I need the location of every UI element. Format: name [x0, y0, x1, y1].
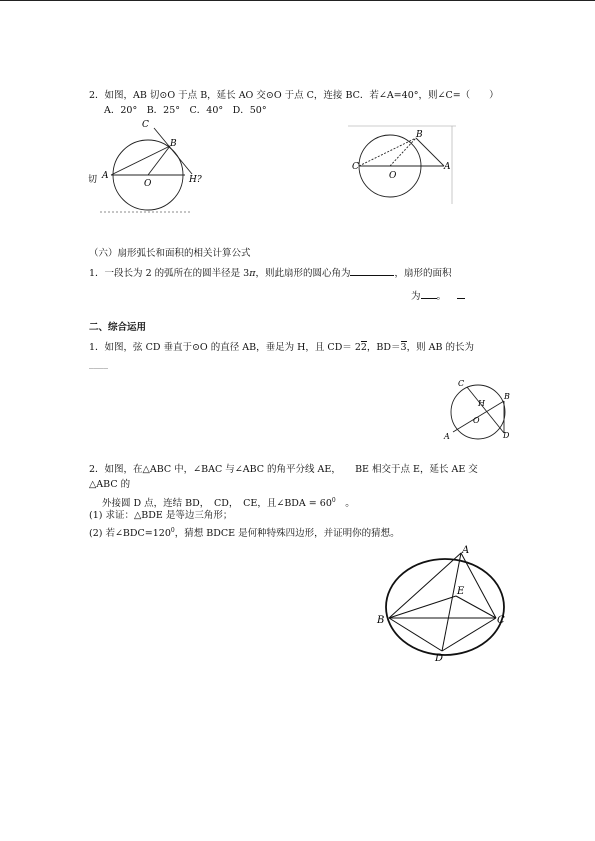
label-d: D	[435, 653, 444, 663]
section2-q1-text: 1．如图，弦 CD 垂直于⊙O 的直径 AB，垂足为 H，且 CD＝ 22，BD＝3，则 AB 的长为	[89, 342, 474, 353]
label-a: A	[444, 162, 451, 172]
label-c: C	[497, 615, 505, 626]
section2-q1-blank: ____	[89, 358, 108, 369]
q2-options: A．20° B．25° C．40° D．50°	[104, 105, 267, 116]
label-a: A	[102, 171, 109, 181]
sector-heading: （六）扇形弧长和面积的相关计算公式	[89, 248, 251, 259]
label-e: E	[457, 586, 465, 597]
q2b-line3: 外接圆 D 点，连结 BD， CD， CE，且∠BDA = $60^0$ 。	[102, 497, 355, 510]
label-a: A	[444, 432, 450, 441]
figure-tangent-circle-2	[348, 124, 458, 206]
sector-q1-text-b: ，则此扇形的圆心角为	[255, 268, 351, 279]
label-o: O	[473, 416, 480, 425]
sector-q1-text-c: ，扇形的面积	[394, 268, 452, 279]
label-right: H?	[189, 175, 202, 185]
page-top-rule	[0, 0, 595, 1]
label-c: C	[458, 379, 465, 388]
q2b-line1: 2．如图，在△ABC 中，∠BAC 与∠ABC 的角平分线 AE， BE 相交于点 E，延长 AE 交	[89, 464, 478, 475]
sqrt-2: 2	[360, 342, 367, 353]
label-b: B	[377, 615, 385, 626]
label-b: B	[416, 130, 423, 140]
sector-q1-text-a: 1．一段长为 2 的弧所在的圆半径是 3	[89, 268, 250, 279]
label-d: D	[503, 431, 510, 440]
blank-angle	[350, 266, 394, 276]
figure-chord-circle	[440, 377, 512, 443]
q2b-line2: △ABC 的	[89, 479, 131, 490]
label-h: H	[478, 399, 485, 408]
sqrt-3: 3	[400, 342, 407, 353]
pi-symbol: π	[249, 268, 256, 279]
label-c: C	[352, 162, 359, 172]
label-b: B	[504, 392, 510, 401]
label-a: A	[462, 545, 470, 556]
sector-q1-line2: 为 。	[411, 289, 465, 303]
q2b-sub2: (2) 若$\angle BDC=120^0$，猜想 BDCE 是何种特殊四边形，并证明你的猜想。	[89, 527, 400, 540]
label-o: O	[144, 179, 152, 189]
label-o: O	[389, 171, 397, 181]
figure-triangle-circumcircle	[376, 545, 514, 663]
q2b-sub1: (1) 求证：△BDE 是等边三角形；	[89, 510, 233, 521]
label-b: B	[170, 139, 177, 149]
blank-area	[421, 289, 437, 299]
figure-tangent-circle-1	[86, 116, 211, 216]
sector-q1-line1	[89, 266, 451, 280]
q2-text: 2．如图，AB 切⊙O 于点 B，延长 AO 交⊙O 于点 C，连接 BC．若∠A=40°，则∠C=（ ）	[89, 90, 499, 101]
label-left: 切	[88, 175, 98, 185]
label-c: C	[142, 120, 149, 130]
section2-heading: 二、综合运用	[89, 322, 147, 333]
blank-mark	[457, 289, 465, 299]
